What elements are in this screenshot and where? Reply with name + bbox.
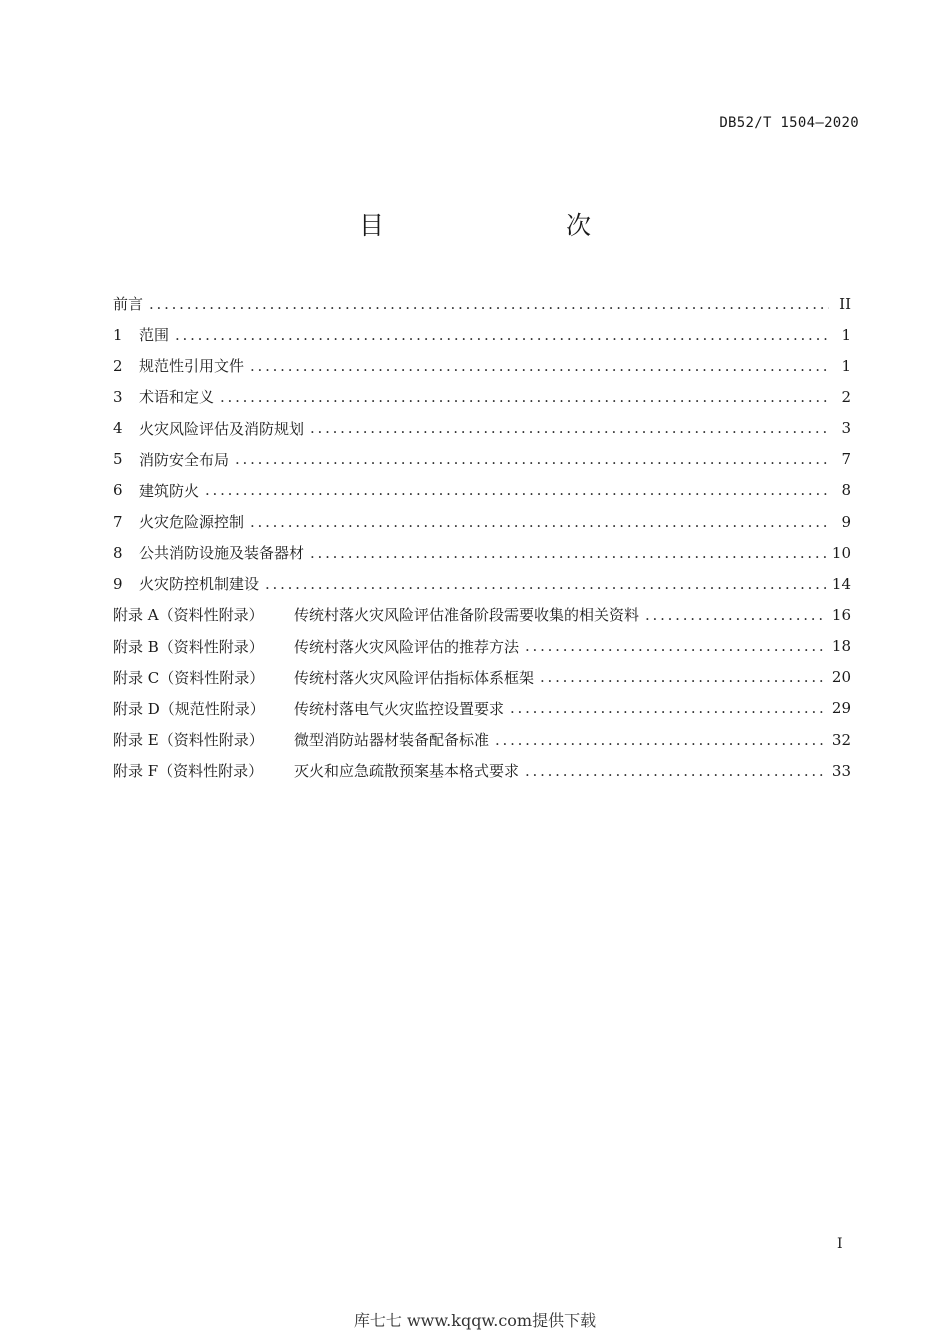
toc-appendix-f[interactable] — [113, 755, 851, 786]
dot-leader — [525, 762, 826, 780]
document-code: DB52/T 1504—2020 — [719, 115, 859, 131]
dot-leader — [495, 731, 826, 749]
dot-leader — [205, 481, 829, 499]
toc-entry-page: 8 — [841, 481, 851, 500]
toc-entry-9[interactable] — [113, 568, 851, 599]
toc-appendix-a[interactable] — [113, 599, 851, 630]
toc-entry-page: 3 — [841, 419, 851, 438]
toc-entry-page: 29 — [831, 699, 851, 718]
dot-leader — [220, 388, 829, 406]
appendix-code: 附录 C（资料性附录） — [113, 668, 265, 687]
appendix-code: 附录 A（资料性附录） — [113, 606, 264, 625]
toc-entry-4[interactable] — [113, 413, 851, 444]
toc-entry-page: 9 — [841, 512, 851, 531]
toc-entry-page: 16 — [831, 605, 851, 624]
toc-entry-page: 1 — [841, 325, 851, 344]
toc-entry-page: 1 — [841, 356, 851, 375]
toc-entry-label: 规范性引用文件 — [139, 357, 245, 376]
toc-entry-preface[interactable] — [113, 288, 851, 319]
toc-entry-page: 7 — [841, 450, 851, 469]
appendix-code: 附录 B（资料性附录） — [113, 637, 264, 656]
dot-leader — [525, 637, 826, 655]
dot-leader — [250, 357, 829, 375]
toc-entry-label: 建筑防火 — [139, 481, 200, 500]
dot-leader — [175, 326, 829, 344]
toc-entry-number: 2 — [113, 356, 123, 375]
toc-entry-3[interactable] — [113, 381, 851, 412]
toc-entry-label: 范围 — [139, 326, 170, 345]
toc-entry-page: 18 — [831, 637, 851, 656]
dot-leader — [149, 295, 829, 313]
toc-entry-7[interactable] — [113, 506, 851, 537]
toc-entry-page: 10 — [831, 543, 851, 562]
dot-leader — [235, 450, 829, 468]
dot-leader — [540, 668, 826, 686]
toc-entry-number: 1 — [113, 325, 123, 344]
toc-entry-page: 20 — [831, 668, 851, 687]
toc-entry-8[interactable] — [113, 537, 851, 568]
toc-entry-label: 公共消防设施及装备器材 — [139, 544, 305, 563]
dot-leader — [510, 699, 826, 717]
toc-entry-page: 2 — [841, 387, 851, 406]
toc-entry-number: 8 — [113, 543, 123, 562]
toc-entry-page: 33 — [831, 761, 851, 780]
appendix-label: 传统村落火灾风险评估的推荐方法 — [294, 637, 520, 656]
appendix-label: 传统村落火灾风险评估指标体系框架 — [294, 668, 535, 687]
appendix-code: 附录 E（资料性附录） — [113, 731, 264, 750]
toc-appendix-e[interactable] — [113, 724, 851, 755]
table-of-contents — [113, 288, 851, 786]
toc-entry-label: 火灾风险评估及消防规划 — [139, 419, 305, 438]
toc-entry-page: 14 — [831, 574, 851, 593]
toc-entry-5[interactable] — [113, 444, 851, 475]
toc-entry-number: 5 — [113, 450, 123, 469]
dot-leader — [265, 575, 826, 593]
toc-entry-label: 火灾危险源控制 — [139, 513, 245, 532]
appendix-code: 附录 F（资料性附录） — [113, 762, 264, 781]
toc-entry-number: 4 — [113, 419, 123, 438]
dot-leader — [645, 606, 826, 624]
toc-entry-number: 9 — [113, 574, 123, 593]
toc-entry-number: 6 — [113, 481, 123, 500]
appendix-code: 附录 D（规范性附录） — [113, 699, 265, 718]
dot-leader — [250, 513, 829, 531]
toc-entry-label: 前言 — [113, 295, 144, 314]
appendix-label: 灭火和应急疏散预案基本格式要求 — [294, 762, 520, 781]
toc-entry-1[interactable] — [113, 319, 851, 350]
toc-entry-label: 术语和定义 — [139, 388, 215, 407]
appendix-label: 传统村落火灾风险评估准备阶段需要收集的相关资料 — [294, 606, 640, 625]
toc-entry-2[interactable] — [113, 350, 851, 381]
appendix-label: 传统村落电气火灾监控设置要求 — [294, 699, 505, 718]
toc-appendix-d[interactable] — [113, 693, 851, 724]
dot-leader — [310, 544, 826, 562]
download-watermark: 库七七 www.kqqw.com提供下载 — [353, 1311, 597, 1330]
dot-leader — [310, 419, 829, 437]
toc-appendix-b[interactable] — [113, 631, 851, 662]
toc-title: 目 次 — [358, 211, 635, 240]
page-number: I — [837, 1236, 843, 1252]
toc-appendix-c[interactable] — [113, 662, 851, 693]
toc-entry-label: 消防安全布局 — [139, 450, 230, 469]
toc-entry-page: 32 — [831, 730, 851, 749]
toc-entry-6[interactable] — [113, 475, 851, 506]
toc-entry-number: 7 — [113, 512, 123, 531]
toc-entry-number: 3 — [113, 387, 123, 406]
appendix-label: 微型消防站器材装备配备标准 — [294, 731, 490, 750]
toc-entry-label: 火灾防控机制建设 — [139, 575, 260, 594]
toc-entry-page: II — [839, 294, 851, 313]
